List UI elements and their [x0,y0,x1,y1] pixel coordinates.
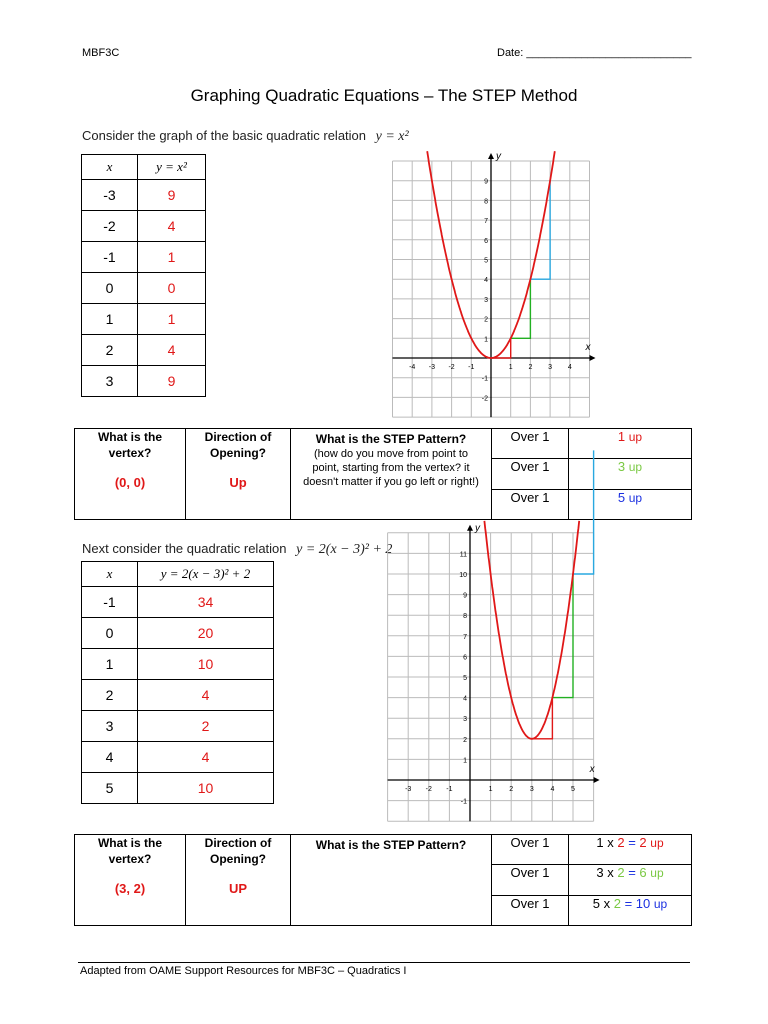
y-cell: 9 [138,366,206,397]
y-axis-label: y [496,151,501,162]
over-label: Over 1 [492,865,569,895]
vertex-answer: (3, 2) [114,881,146,896]
y-tick-label: -1 [481,375,488,383]
step-question: What is the STEP Pattern? [315,432,467,446]
y-cell: 1 [138,304,206,335]
direction-question: Direction of Opening? [204,836,272,866]
table-row [82,366,206,397]
y-axis-label: y [475,522,480,534]
up-value: 5 up [569,489,692,519]
y-tick-label: 2 [484,316,488,324]
y-axis-arrow [467,525,473,531]
section1-equation: y = x² [375,129,409,144]
vertex-cell [75,429,186,520]
y-cell: 4 [138,335,206,366]
section2-equation: y = 2(x − 3)² + 2 [296,542,393,557]
y-tick-label: 3 [484,296,488,304]
x-cell: 2 [82,680,138,711]
x-cell: -1 [82,242,138,273]
table-row [82,211,206,242]
x-cell: 5 [82,773,138,804]
x-tick-label: 4 [567,364,572,371]
y-tick-label: 10 [459,572,467,579]
table-row [82,711,274,742]
x-cell: -1 [82,587,138,618]
y-cell: 0 [138,273,206,304]
date-field: Date: ___________________________ [497,47,692,59]
up-value: 5 x 2 = 10 up [569,895,692,925]
x-cell: -2 [82,211,138,242]
over-label: Over 1 [492,429,569,459]
x-tick-label: -2 [448,364,455,371]
x-tick-label: -1 [446,786,453,793]
y-tick-label: -1 [460,798,467,806]
y-tick-label: 1 [484,336,488,344]
x-cell: 0 [82,273,138,304]
y-axis-arrow [488,153,494,159]
y-tick-label: 4 [463,695,467,703]
y-tick-label: 9 [463,592,467,600]
y-tick-label: 2 [463,736,467,744]
x-tick-label: 3 [529,786,534,793]
x-tick-label: 3 [548,364,553,371]
y-cell: 1 [138,242,206,273]
over-label: Over 1 [492,459,569,489]
direction-question: Direction of Opening? [204,430,272,460]
table-row [82,773,274,804]
y-tick-label: 8 [463,613,467,621]
page-title: Graphing Quadratic Equations – The STEP Method [190,86,578,105]
direction-cell [186,835,291,926]
up-value: 3 up [569,459,692,489]
x-axis-label: x [585,342,591,353]
vertex-question: What is the vertex? [97,836,162,866]
x-tick-label: 4 [550,786,555,793]
x-axis-arrow [594,777,600,783]
vertex-cell [75,835,186,926]
x-tick-label: -3 [428,364,436,371]
step-question: What is the STEP Pattern? [315,838,467,852]
x-tick-label: 2 [528,364,533,371]
y-cell: 10 [138,773,274,804]
x-tick-label: 5 [571,786,575,793]
table-row [82,335,206,366]
x-cell: 3 [82,366,138,397]
x-cell: 4 [82,742,138,773]
section2-intro: Next consider the quadratic relation y = 2(x − 3)² + 2 [82,541,393,557]
step-pattern-2 [492,835,691,925]
y-tick-label: -2 [481,395,488,403]
table-row [82,242,206,273]
y-cell: 20 [138,618,274,649]
y-tick-label: 1 [463,757,467,765]
step-pattern-1 [492,429,691,519]
x-axis-label: x [589,764,595,775]
step-line [491,338,511,358]
over-label: Over 1 [492,895,569,925]
y-tick-label: 4 [484,277,488,285]
table-header-row [82,155,206,180]
step-row [492,489,691,519]
y-cell: 4 [138,211,206,242]
x-cell: 0 [82,618,138,649]
y-tick-label: 9 [484,178,488,186]
direction-cell [186,429,291,520]
table-row [82,680,274,711]
x-tick-label: -4 [409,364,416,371]
table-row [82,273,206,304]
table-row [82,304,206,335]
step-row [492,429,691,459]
x-tick-label: -3 [405,786,412,793]
col-header-y: y = x² [138,155,206,180]
table-header-row [82,562,274,587]
x-cell: 1 [82,304,138,335]
y-cell: 9 [138,180,206,211]
vertex-question: What is the vertex? [97,430,162,460]
step-pattern-cell [492,429,692,520]
y-tick-label: 6 [463,654,467,662]
y-tick-label: 7 [463,633,467,641]
up-value: 3 x 2 = 6 up [569,865,692,895]
y-cell: 10 [138,649,274,680]
step-row [492,895,691,925]
step-row [492,459,691,489]
y-cell: 34 [138,587,274,618]
y-tick-label: 6 [484,237,488,245]
y-tick-label: 3 [463,716,467,724]
x-cell: 3 [82,711,138,742]
x-tick-label: 1 [508,364,513,371]
step-row [492,865,691,895]
x-cell: 1 [82,649,138,680]
up-value: 1 up [569,429,692,459]
over-label: Over 1 [492,489,569,519]
footer-text: Adapted from OAME Support Resources for MBF3C – Quadratics I [80,965,407,977]
vertex-answer: (0, 0) [114,475,146,490]
step-question-cell [291,835,492,926]
col-header-y: y = 2(x − 3)² + 2 [138,562,274,587]
graph-basic-parabola [390,150,590,422]
footer-rule [78,962,690,963]
y-cell: 4 [138,680,274,711]
y-tick-label: 8 [484,198,488,206]
step-question-cell [291,429,492,520]
direction-answer: Up [229,475,247,490]
y-tick-label: 11 [459,551,467,559]
y-tick-label: 7 [484,218,488,226]
y-tick-label: 5 [463,675,467,682]
table-of-values-1 [81,154,206,397]
step-note: (how do you move from point to point, starting from the vertex? it doesn't matter if you go left or right!) [303,448,479,488]
analysis-table-2 [74,834,692,926]
up-value: 1 x 2 = 2 up [569,835,692,865]
y-cell: 2 [138,711,274,742]
x-tick-label: 1 [488,786,493,793]
direction-answer: UP [228,881,248,896]
table-row [82,587,274,618]
x-cell: -3 [82,180,138,211]
x-tick-label: -2 [425,786,432,793]
x-tick-label: 2 [509,786,514,793]
table-of-values-2 [81,561,274,804]
x-axis-arrow [590,355,596,361]
section1-intro: Consider the graph of the basic quadratic relation y = x² [82,128,409,144]
course-code: MBF3C [82,47,120,59]
step-pattern-cell [492,835,692,926]
step-row [492,835,691,865]
y-cell: 4 [138,742,274,773]
table-row [82,742,274,773]
table-row [82,618,274,649]
table-row [82,180,206,211]
y-tick-label: 5 [484,257,488,265]
x-tick-label: -1 [468,364,475,371]
analysis-table-1 [74,428,692,520]
col-header-x: x [82,155,138,180]
col-header-x: x [82,562,138,587]
graph-transformed-parabola [395,522,595,828]
x-cell: 2 [82,335,138,366]
table-row [82,649,274,680]
over-label: Over 1 [492,835,569,865]
